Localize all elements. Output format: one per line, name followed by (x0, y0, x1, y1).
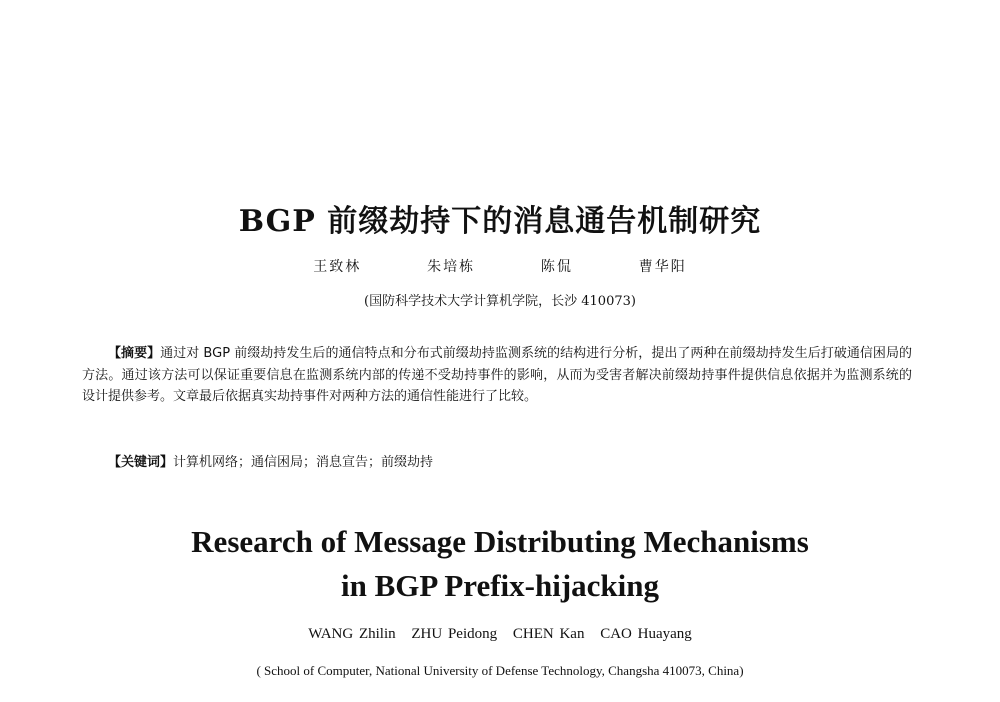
english-authors (0, 626, 1000, 643)
chinese-affiliation: (国防科学技术大学计算机学院，长沙 410073) (364, 294, 636, 309)
chinese-author-3: 陈侃 (540, 259, 573, 275)
chinese-title: BGP 前缀劫持下的消息通告机制研究 (238, 204, 762, 239)
english-title-line-2: in BGP Prefix-hijacking (340, 568, 660, 603)
english-title (0, 520, 1000, 608)
english-affiliation: ( School of Computer, National University of Defense Technology, Changsha 410073, China) (256, 663, 744, 678)
english-author-1: WANG Zhilin (308, 626, 396, 642)
chinese-abstract (82, 343, 912, 408)
english-author-2: ZHU Peidong (411, 626, 498, 642)
chinese-author-2: 朱培栋 (427, 259, 476, 275)
chinese-keywords (108, 451, 908, 470)
chinese-author-1: 王致林 (313, 259, 362, 275)
chinese-author-4: 曹华阳 (638, 259, 687, 275)
keywords-text: 计算机网络；通信困局；消息宣告；前缀劫持 (173, 455, 434, 470)
chinese-authors (0, 256, 1000, 276)
keywords-label: 【关键词】 (108, 455, 174, 470)
english-author-3: CHEN Kan (512, 626, 585, 642)
english-title-line-1: Research of Message Distributing Mechanisms (191, 524, 809, 559)
abstract-text: 通过对 BGP 前缀劫持发生后的通信特点和分布式前缀劫持监测系统的结构进行分析，提出了两种在前缀劫持发生后打破通信困局的方法。通过该方法可以保证重要信息在监测系统内部的传递不受劫持事件的影响，从而为受害者解决前缀劫持事件提供信息依据并为监测系统的设计提供参考。文章最后依据真实劫持事件对两种方法的通信性能进行了比较。 (82, 346, 912, 404)
abstract-label: 【摘要】 (108, 346, 161, 361)
english-author-4: CAO Huayang (600, 626, 692, 642)
